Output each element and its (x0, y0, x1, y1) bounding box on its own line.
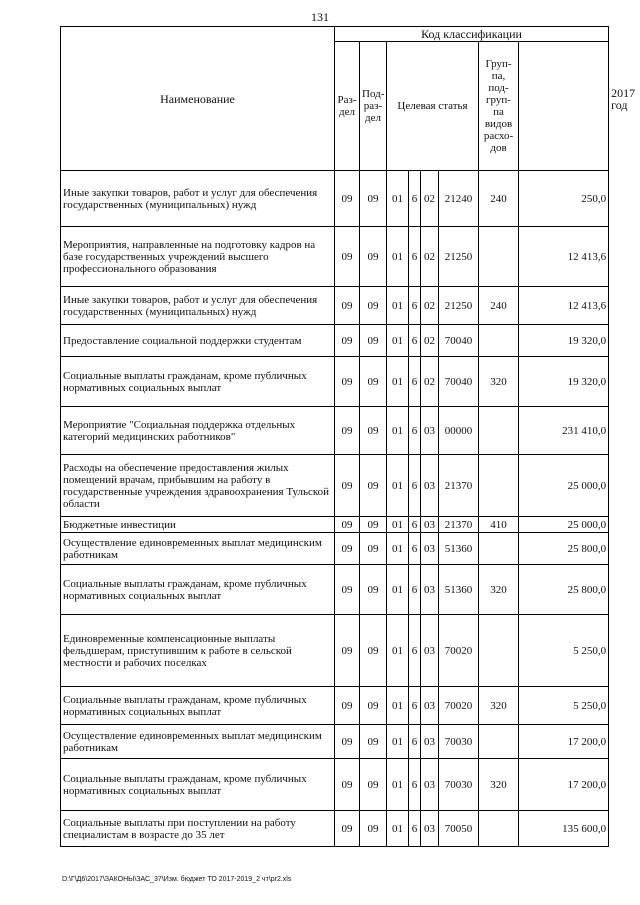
row-podrazdel: 09 (360, 811, 387, 847)
row-subprogram: 6 (409, 407, 421, 455)
row-program: 01 (387, 687, 409, 725)
row-program: 01 (387, 533, 409, 565)
row-subprogram: 6 (409, 615, 421, 687)
table-row (61, 287, 609, 325)
row-name: Расходы на обеспечение предоставления жилых помещений врачам, прибывшим на работу в государственные учреждения здравоохранения Тульской области (61, 455, 335, 517)
row-direction: 70040 (439, 357, 479, 407)
row-razdel: 09 (335, 565, 360, 615)
row-program: 01 (387, 325, 409, 357)
row-razdel: 09 (335, 287, 360, 325)
row-direction: 70030 (439, 725, 479, 759)
file-path-footer: D:\Г\Д6\2017\ЗАКОНЫ\ЗАС_37\Изм. бюджет ТО 2017-2019_2 чт\pr2.xls (62, 876, 292, 883)
row-program: 01 (387, 615, 409, 687)
row-subprogram: 6 (409, 759, 421, 811)
row-event: 03 (421, 759, 439, 811)
row-program: 01 (387, 811, 409, 847)
row-event: 03 (421, 615, 439, 687)
table-row (61, 811, 609, 847)
row-amount: 5 250,0 (519, 687, 609, 725)
row-direction: 51360 (439, 533, 479, 565)
row-vid (479, 407, 519, 455)
table-row (61, 615, 609, 687)
row-razdel: 09 (335, 325, 360, 357)
table-row (61, 725, 609, 759)
row-event: 02 (421, 171, 439, 227)
row-name: Иные закупки товаров, работ и услуг для обеспечения государственных (муниципальных) нужд (61, 287, 335, 325)
row-amount: 17 200,0 (519, 725, 609, 759)
header-target: Целевая статья (387, 42, 479, 171)
row-amount: 25 800,0 (519, 533, 609, 565)
row-name: Мероприятия, направленные на подготовку кадров на базе государственных учреждений высшего профессионального образования (61, 227, 335, 287)
row-razdel: 09 (335, 171, 360, 227)
row-subprogram: 6 (409, 687, 421, 725)
row-subprogram: 6 (409, 171, 421, 227)
table-row (61, 455, 609, 517)
row-vid: 320 (479, 565, 519, 615)
row-amount: 17 200,0 (519, 759, 609, 811)
row-amount: 135 600,0 (519, 811, 609, 847)
row-vid: 240 (479, 171, 519, 227)
row-subprogram: 6 (409, 533, 421, 565)
row-event: 03 (421, 565, 439, 615)
row-razdel: 09 (335, 357, 360, 407)
row-razdel: 09 (335, 455, 360, 517)
row-podrazdel: 09 (360, 533, 387, 565)
row-vid (479, 811, 519, 847)
row-direction: 70020 (439, 687, 479, 725)
row-direction: 70020 (439, 615, 479, 687)
row-program: 01 (387, 759, 409, 811)
row-subprogram: 6 (409, 325, 421, 357)
row-direction: 21370 (439, 517, 479, 533)
row-vid: 320 (479, 759, 519, 811)
page-number: 131 (311, 10, 329, 24)
row-vid: 320 (479, 687, 519, 725)
row-event: 03 (421, 725, 439, 759)
table-row (61, 687, 609, 725)
row-podrazdel: 09 (360, 407, 387, 455)
row-podrazdel: 09 (360, 615, 387, 687)
row-event: 03 (421, 533, 439, 565)
table-row (61, 565, 609, 615)
row-subprogram: 6 (409, 725, 421, 759)
row-program: 01 (387, 287, 409, 325)
row-podrazdel: 09 (360, 171, 387, 227)
row-event: 02 (421, 287, 439, 325)
row-podrazdel: 09 (360, 517, 387, 533)
table-row (61, 357, 609, 407)
row-event: 03 (421, 811, 439, 847)
header-razdel: Раз-дел (335, 42, 360, 171)
row-podrazdel: 09 (360, 725, 387, 759)
table-row (61, 325, 609, 357)
row-amount: 25 800,0 (519, 565, 609, 615)
row-name: Осуществление единовременных выплат медицинским работникам (61, 533, 335, 565)
row-razdel: 09 (335, 687, 360, 725)
row-amount: 250,0 (519, 171, 609, 227)
row-name: Социальные выплаты гражданам, кроме публичных нормативных социальных выплат (61, 759, 335, 811)
row-vid (479, 455, 519, 517)
row-razdel: 09 (335, 517, 360, 533)
row-subprogram: 6 (409, 811, 421, 847)
row-program: 01 (387, 227, 409, 287)
row-subprogram: 6 (409, 357, 421, 407)
row-program: 01 (387, 357, 409, 407)
row-direction: 21250 (439, 227, 479, 287)
row-event: 02 (421, 357, 439, 407)
row-program: 01 (387, 407, 409, 455)
row-direction: 21250 (439, 287, 479, 325)
row-program: 01 (387, 455, 409, 517)
row-event: 03 (421, 517, 439, 533)
row-subprogram: 6 (409, 517, 421, 533)
row-amount: 19 320,0 (519, 325, 609, 357)
row-vid (479, 325, 519, 357)
row-name: Предоставление социальной поддержки студентам (61, 325, 335, 357)
row-amount: 231 410,0 (519, 407, 609, 455)
row-event: 02 (421, 325, 439, 357)
row-razdel: 09 (335, 407, 360, 455)
row-event: 02 (421, 227, 439, 287)
row-subprogram: 6 (409, 565, 421, 615)
row-podrazdel: 09 (360, 759, 387, 811)
row-razdel: 09 (335, 759, 360, 811)
row-razdel: 09 (335, 811, 360, 847)
row-vid (479, 725, 519, 759)
row-direction: 70050 (439, 811, 479, 847)
row-razdel: 09 (335, 227, 360, 287)
row-vid (479, 615, 519, 687)
row-razdel: 09 (335, 533, 360, 565)
row-event: 03 (421, 687, 439, 725)
table-row (61, 759, 609, 811)
row-podrazdel: 09 (360, 565, 387, 615)
table-row (61, 517, 609, 533)
row-name: Иные закупки товаров, работ и услуг для обеспечения государственных (муниципальных) нужд (61, 171, 335, 227)
row-name: Мероприятие "Социальная поддержка отдельных категорий медицинских работников" (61, 407, 335, 455)
row-podrazdel: 09 (360, 357, 387, 407)
row-direction: 70030 (439, 759, 479, 811)
row-podrazdel: 09 (360, 287, 387, 325)
row-program: 01 (387, 565, 409, 615)
row-program: 01 (387, 171, 409, 227)
row-name: Осуществление единовременных выплат медицинским работникам (61, 725, 335, 759)
row-program: 01 (387, 517, 409, 533)
header-code-group: Код классификации (335, 27, 609, 42)
row-podrazdel: 09 (360, 455, 387, 517)
row-direction: 70040 (439, 325, 479, 357)
row-vid (479, 533, 519, 565)
header-vid: Груп-па, под-груп-па видов расхо-дов (479, 42, 519, 171)
row-vid: 410 (479, 517, 519, 533)
row-direction: 00000 (439, 407, 479, 455)
table-row (61, 533, 609, 565)
table-row (61, 407, 609, 455)
row-subprogram: 6 (409, 455, 421, 517)
row-vid: 320 (479, 357, 519, 407)
row-direction: 21370 (439, 455, 479, 517)
row-razdel: 09 (335, 615, 360, 687)
row-amount: 25 000,0 (519, 455, 609, 517)
row-subprogram: 6 (409, 227, 421, 287)
row-name: Социальные выплаты гражданам, кроме публичных нормативных социальных выплат (61, 687, 335, 725)
row-name: Социальные выплаты гражданам, кроме публичных нормативных социальных выплат (61, 565, 335, 615)
row-direction: 51360 (439, 565, 479, 615)
row-name: Социальные выплаты при поступлении на работу специалистам в возрасте до 35 лет (61, 811, 335, 847)
row-amount: 12 413,6 (519, 227, 609, 287)
row-vid: 240 (479, 287, 519, 325)
row-event: 03 (421, 455, 439, 517)
row-subprogram: 6 (409, 287, 421, 325)
header-name: Наименование (61, 27, 335, 171)
table-row (61, 227, 609, 287)
row-podrazdel: 09 (360, 325, 387, 357)
header-podrazdel: Под-раз-дел (360, 42, 387, 171)
row-direction: 21240 (439, 171, 479, 227)
row-podrazdel: 09 (360, 227, 387, 287)
table-row (61, 171, 609, 227)
row-name: Бюджетные инвестиции (61, 517, 335, 533)
row-podrazdel: 09 (360, 687, 387, 725)
row-amount: 5 250,0 (519, 615, 609, 687)
row-program: 01 (387, 725, 409, 759)
row-amount: 12 413,6 (519, 287, 609, 325)
row-amount: 25 000,0 (519, 517, 609, 533)
row-name: Единовременные компенсационные выплаты фельдшерам, приступившим к работе в сельской местности и рабочих поселках (61, 615, 335, 687)
row-razdel: 09 (335, 725, 360, 759)
row-amount: 19 320,0 (519, 357, 609, 407)
row-vid (479, 227, 519, 287)
row-event: 03 (421, 407, 439, 455)
budget-table: Наименование Код классификации 2017 год Раз-дел Под-раз-дел Целевая статья Груп-па, под-груп-па видов расхо-дов Иные закупки товаров, работ и услуг для обеспечения государственных (муниципальных) нужд 09 09 01 6 02 21240 240 250,0 Мероприятия, направленные на подготовку кадров на базе государственных учреждений высшего профессионального образования 09 09 01 6 02 21250 12 413,6 Иные закупки товаров, работ и услуг для обеспечения государственных (муниципальных) нужд 09 09 01 6 02 21250 240 12 413,6 Предоставление социальной поддержки студентам 09 09 01 6 02 70040 19 320,0 Социальные выплаты гражданам, кроме публичных нормативных социальных выплат 09 09 01 6 02 70040 320 19 320,0 Мероприятие "Социальная поддержка отдельных категорий медицинских работников" 09 09 01 6 03 00000 231 410,0 Расходы на обеспечение предоставления жилых помещений врачам, прибывшим на работу в государственные учреждения здравоохранения Тульской области 09 09 01 6 03 21370 25 000,0 Бюджетные инвестиции 09 09 01 6 03 21370 410 25 000,0 Осуществление единовременных выплат медицинским работникам 09 09 01 6 03 51360 25 800,0 Социальные выплаты гражданам, кроме публичных нормативных социальных выплат 09 09 01 6 03 51360 320 25 800,0 Единовременные компенсационные выплаты фельдшерам, приступившим к работе в сельской местности и рабочих поселках 09 09 01 6 03 70020 5 250,0 Социальные выплаты гражданам, кроме публичных нормативных социальных выплат 09 09 01 6 03 70020 320 5 250,0 Осуществление единовременных выплат медицинским работникам 09 09 01 6 03 70030 17 200,0 Социальные выплаты гражданам, кроме публичных нормативных социальных выплат 09 09 01 6 03 70030 320 17 200,0 Социальные выплаты при поступлении на работу специалистам в возрасте до 35 лет 09 09 01 6 03 70050 135 600,0 (60, 26, 609, 847)
row-name: Социальные выплаты гражданам, кроме публичных нормативных социальных выплат (61, 357, 335, 407)
